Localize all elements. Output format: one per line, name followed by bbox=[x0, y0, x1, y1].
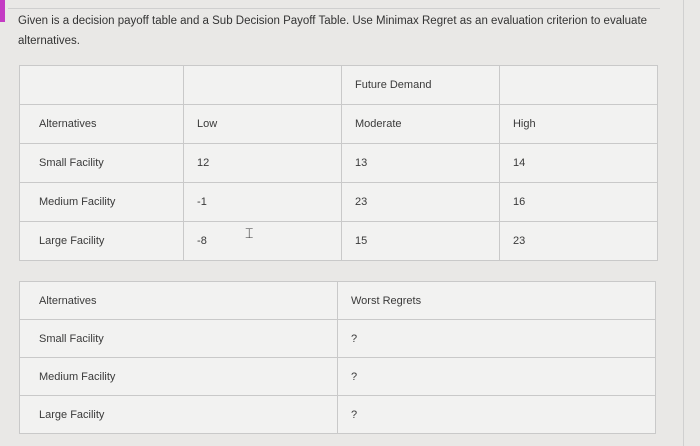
accent-bar bbox=[0, 0, 5, 22]
cell: 13 bbox=[342, 144, 500, 183]
header-cell: Low bbox=[184, 105, 342, 144]
table-header-row bbox=[20, 105, 658, 144]
cell: 16 bbox=[499, 183, 657, 222]
cell: Large Facility bbox=[20, 396, 338, 434]
table-row bbox=[20, 144, 658, 183]
table-row bbox=[20, 183, 658, 222]
question-text: Given is a decision payoff table and a Sub Decision Payoff Table. Use Minimax Regret as an evaluation criterion to evaluate alternatives. bbox=[18, 15, 648, 47]
text-cursor-icon: ⌶ bbox=[245, 225, 254, 241]
payoff-table bbox=[19, 65, 658, 261]
cell: Small Facility bbox=[20, 320, 338, 358]
header-cell: High bbox=[499, 105, 657, 144]
cell: -1 bbox=[184, 183, 342, 222]
cell: 15 bbox=[342, 222, 500, 261]
table-row bbox=[20, 222, 658, 261]
cell: 23 bbox=[342, 183, 500, 222]
table-row bbox=[20, 320, 656, 358]
divider bbox=[683, 0, 684, 446]
table-header-row bbox=[20, 282, 656, 320]
table-row bbox=[20, 358, 656, 396]
regret-table bbox=[19, 281, 656, 434]
cell: Large Facility bbox=[20, 222, 184, 261]
cell: ? bbox=[338, 320, 656, 358]
divider bbox=[8, 8, 660, 9]
cell: 14 bbox=[499, 144, 657, 183]
cell: ? bbox=[338, 396, 656, 434]
header-cell: Alternatives bbox=[20, 105, 184, 144]
cell: 23 bbox=[499, 222, 657, 261]
group-header: Future Demand bbox=[342, 66, 500, 105]
cell: -8 bbox=[184, 222, 342, 261]
header-cell: Moderate bbox=[342, 105, 500, 144]
cell: Medium Facility bbox=[20, 358, 338, 396]
table-row bbox=[20, 396, 656, 434]
cell: 12 bbox=[184, 144, 342, 183]
header-cell: Alternatives bbox=[20, 282, 338, 320]
cell: Medium Facility bbox=[20, 183, 184, 222]
cell: ? bbox=[338, 358, 656, 396]
table-row bbox=[20, 66, 658, 105]
header-cell: Worst Regrets bbox=[338, 282, 656, 320]
cell: Small Facility bbox=[20, 144, 184, 183]
